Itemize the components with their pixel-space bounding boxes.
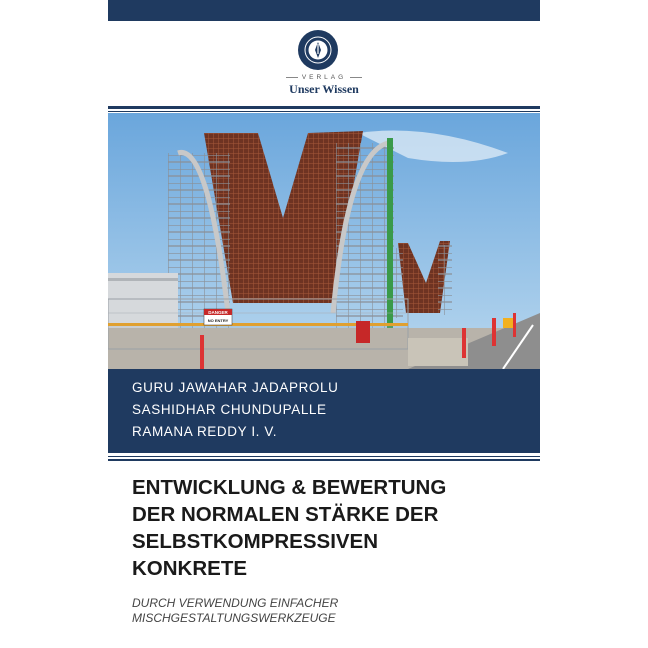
author-2: SASHIDHAR CHUNDUPALLE (132, 402, 327, 417)
publisher-seal-icon (298, 30, 338, 70)
divider-bottom-thin (108, 456, 540, 457)
sign-text-no-entry: NO ENTRY (207, 318, 229, 323)
publisher-name: Unser Wissen (289, 82, 359, 96)
title-line: ENTWICKLUNG & BEWERTUNG (132, 476, 447, 499)
divider-bottom (108, 459, 540, 461)
subtitle-line: DURCH VERWENDUNG EINFACHER (132, 596, 339, 610)
cover-photo (108, 113, 540, 369)
authors-panel (108, 369, 540, 453)
author-1: GURU JAWAHAR JADAPROLU (132, 380, 339, 395)
publisher-label: VERLAG (108, 74, 540, 81)
book-cover (108, 0, 540, 648)
publisher-logo (108, 28, 540, 100)
top-banner (108, 0, 540, 21)
divider-top (108, 106, 540, 109)
sign-text-danger: DANGER (208, 310, 228, 315)
title-line: DER NORMALEN STÄRKE DER (132, 503, 439, 526)
title-line: SELBSTKOMPRESSIVEN (132, 530, 379, 553)
subtitle-line: MISCHGESTALTUNGSWERKZEUGE (132, 611, 336, 625)
book-title (132, 474, 532, 582)
divider-top-thin (108, 111, 540, 112)
title-line: KONKRETE (132, 557, 248, 580)
author-3: RAMANA REDDY I. V. (132, 424, 278, 439)
book-subtitle (132, 596, 532, 626)
